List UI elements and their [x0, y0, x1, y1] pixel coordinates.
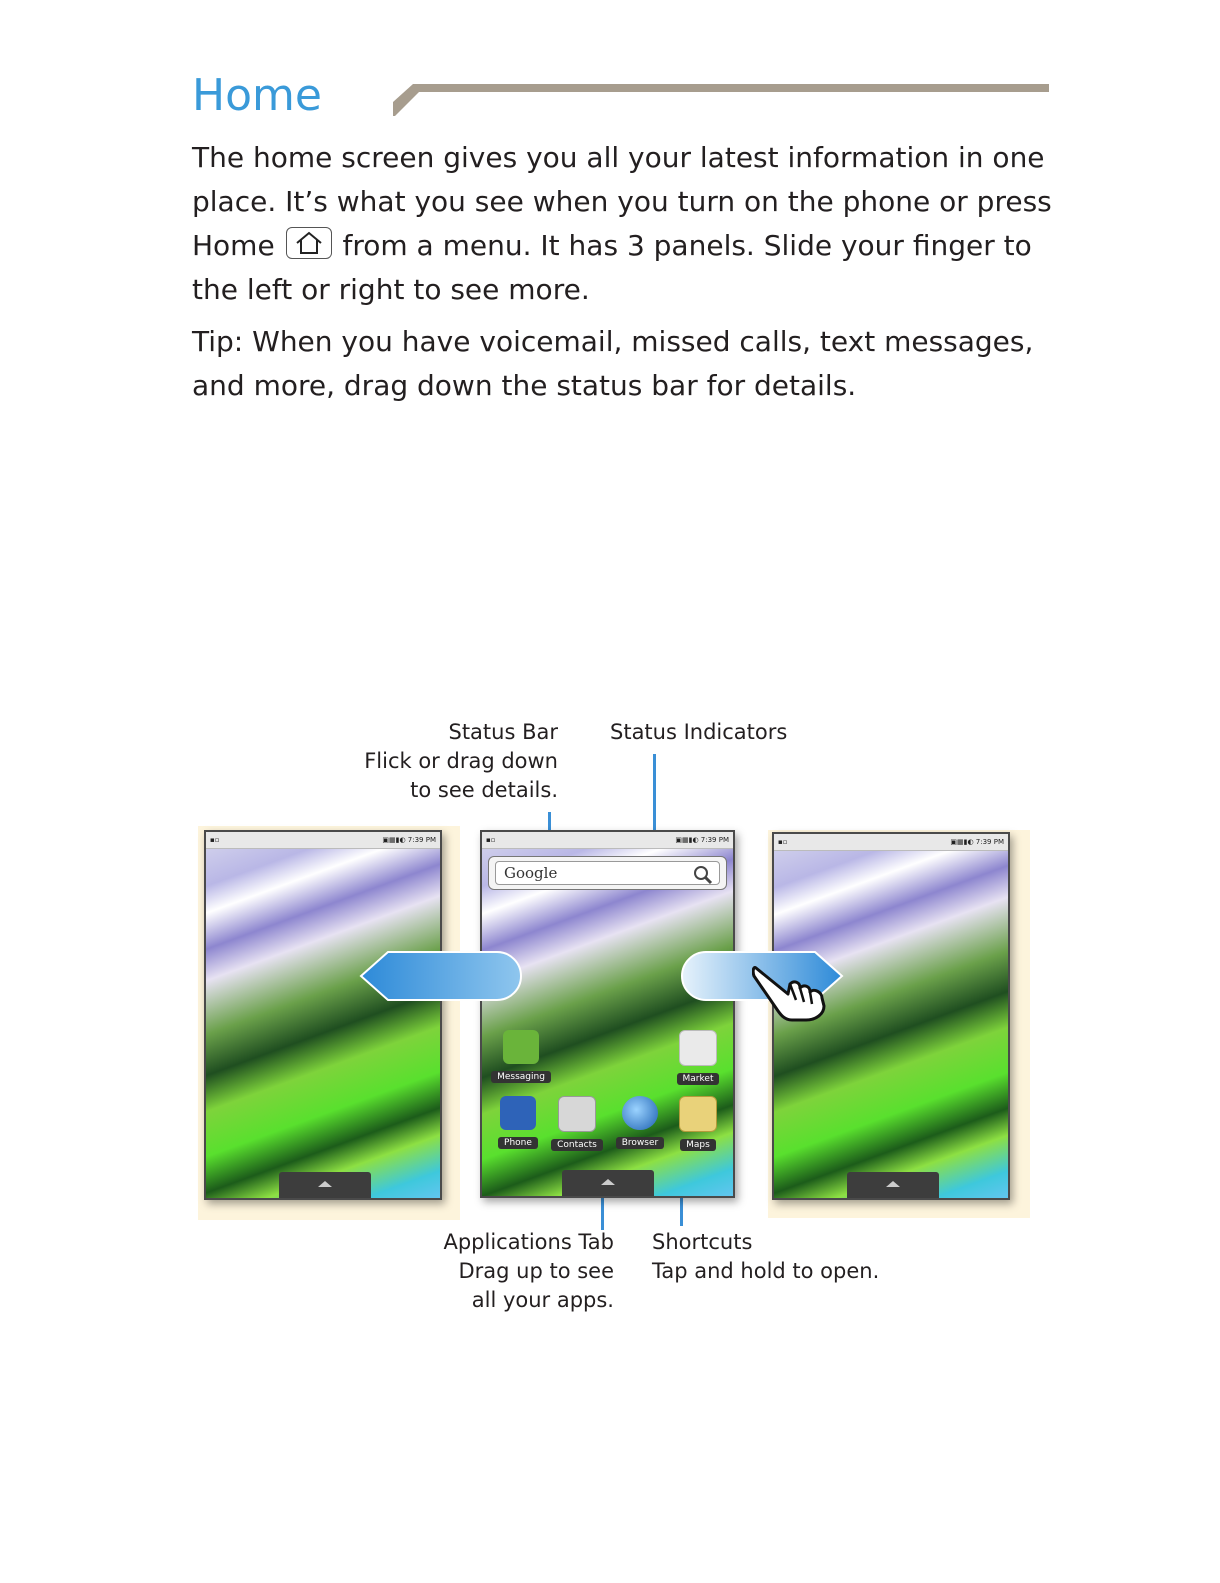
- status-indicators: ▣▦▮◐ 7:39 PM: [382, 836, 436, 844]
- notification-icon: ▪▫: [486, 836, 496, 844]
- callout-shortcuts-desc: Tap and hold to open.: [652, 1259, 880, 1283]
- app-label: Contacts: [551, 1139, 603, 1151]
- status-bar[interactable]: [774, 834, 1008, 851]
- center-home-panel[interactable]: [480, 830, 735, 1198]
- google-search-widget[interactable]: [488, 856, 727, 890]
- callout-shortcuts-title: Shortcuts: [652, 1230, 753, 1254]
- app-label: Messaging: [491, 1071, 551, 1083]
- callout-status-bar-desc: Flick or drag down to see details.: [364, 749, 558, 802]
- applications-tab[interactable]: [847, 1172, 939, 1198]
- callout-applications-tab-title: Applications Tab: [443, 1230, 614, 1254]
- browser-icon: [622, 1096, 658, 1130]
- status-time: 7:39 PM: [975, 838, 1004, 846]
- hand-pointer-icon: [752, 960, 832, 1022]
- messaging-icon: [503, 1030, 539, 1064]
- callout-shortcuts: [652, 1228, 942, 1286]
- callout-applications-tab-desc: Drag up to see all your apps.: [458, 1259, 614, 1312]
- maps-icon: [679, 1096, 717, 1132]
- callout-applications-tab: [380, 1228, 614, 1315]
- google-logo: Google: [504, 864, 558, 882]
- leader-status-indicators: [653, 754, 656, 840]
- status-bar[interactable]: [206, 832, 440, 849]
- status-bar[interactable]: [482, 832, 733, 849]
- tip-text: Tip: When you have voicemail, missed calls, text messages, and more, drag down the status bar for details.: [192, 325, 1034, 402]
- app-shortcut-market[interactable]: [668, 1030, 728, 1085]
- title-rule: [393, 84, 1049, 118]
- app-label: Market: [677, 1073, 720, 1085]
- callout-status-bar-title: Status Bar: [448, 720, 558, 744]
- status-indicators: ▣▦▮◐ 7:39 PM: [675, 836, 729, 844]
- page-title: Home: [192, 70, 322, 121]
- intro-paragraph: [192, 136, 1072, 312]
- phone-icon: [500, 1096, 536, 1130]
- market-icon: [679, 1030, 717, 1066]
- status-time: 7:39 PM: [407, 836, 436, 844]
- intro-text-after: from a menu. It has 3 panels. Slide your finger to the left or right to see more.: [192, 229, 1032, 306]
- callout-status-bar: [300, 718, 558, 805]
- status-indicators: ▣▦▮◐ 7:39 PM: [950, 838, 1004, 846]
- applications-tab[interactable]: [562, 1170, 654, 1196]
- status-time: 7:39 PM: [700, 836, 729, 844]
- arrow-left-icon: [358, 950, 523, 1002]
- intro-text-before: The home screen gives you all your latest information in one place. It’s what you see when you turn on the phone or press Home: [192, 141, 1052, 262]
- home-key-icon: [286, 227, 332, 259]
- callout-status-indicators: Status Indicators: [610, 720, 788, 744]
- app-shortcut-maps[interactable]: [668, 1096, 728, 1151]
- app-shortcut-phone[interactable]: [488, 1096, 548, 1149]
- app-shortcut-messaging[interactable]: [491, 1030, 551, 1083]
- app-label: Phone: [498, 1137, 538, 1149]
- app-shortcut-browser[interactable]: [610, 1096, 670, 1149]
- notification-icon: ▪▫: [778, 838, 788, 846]
- app-label: Maps: [680, 1139, 716, 1151]
- left-home-panel[interactable]: [204, 830, 442, 1200]
- applications-tab[interactable]: [279, 1172, 371, 1198]
- app-label: Browser: [616, 1137, 664, 1149]
- notification-icon: ▪▫: [210, 836, 220, 844]
- contacts-icon: [558, 1096, 596, 1132]
- search-icon[interactable]: [693, 865, 713, 885]
- app-shortcut-contacts[interactable]: [547, 1096, 607, 1151]
